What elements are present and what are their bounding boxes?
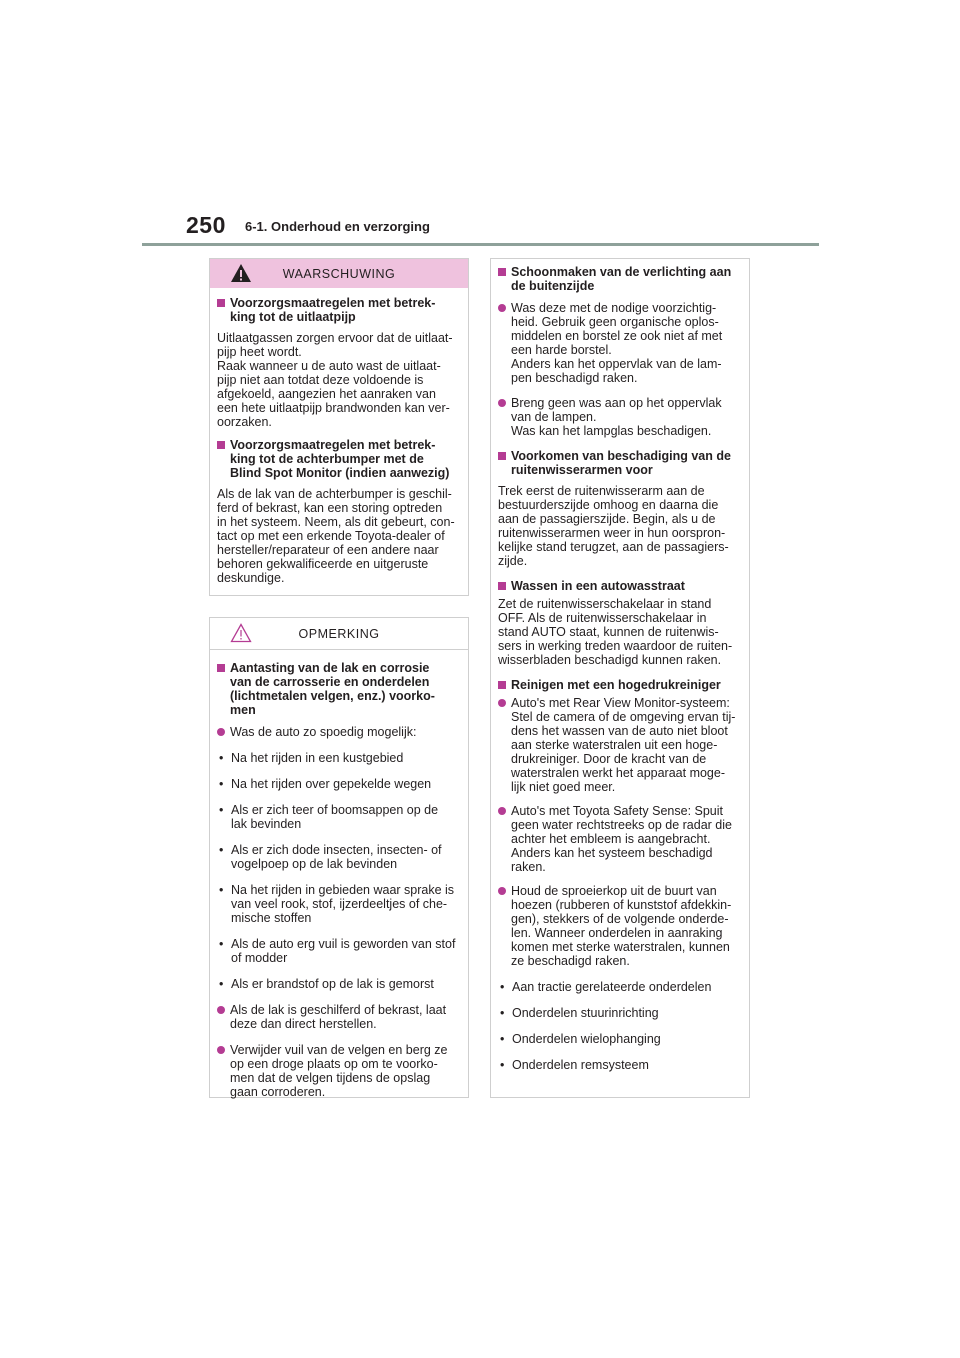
- circle-bullet-icon: [498, 699, 506, 707]
- item-text: Na het rijden in een kustgebied: [231, 751, 404, 765]
- circle-bullet-icon: [498, 887, 506, 895]
- item-text: Onderdelen stuurinrichting: [512, 1006, 659, 1020]
- circle-bullet-icon: [498, 304, 506, 312]
- item-text: Auto's met Toyota Safety Sense: Spuit geen water rechtstreeks op de radar die achter het embleem is aangebracht. Anders kan het systeem beschadigd raken.: [511, 804, 732, 874]
- circle-bullet-icon: [498, 399, 506, 407]
- item-text: Na het rijden over gepekelde wegen: [231, 777, 432, 791]
- note-circle-item: [217, 1003, 461, 1031]
- item-text: Als er zich teer of boomsappen op de lak bevinden: [231, 803, 439, 831]
- item-text: Breng geen was aan op het oppervlak van de lampen. Was kan het lampglas beschadigen.: [511, 396, 722, 438]
- heading-text: Voorzorgsmaatregelen met betrek- king tot de achterbumper met de Blind Spot Monitor (indien aanwezig): [230, 438, 450, 480]
- heading-text: Voorzorgsmaatregelen met betrek- king tot de uitlaatpijp: [230, 296, 436, 324]
- item-text: Als de lak is geschilferd of bekrast, laat deze dan direct herstellen.: [230, 1003, 447, 1031]
- note-circle-item: [217, 1043, 461, 1099]
- item-text: Als er brandstof op de lak is gemorst: [231, 977, 434, 991]
- list-item: [217, 843, 461, 871]
- bullet-dot-icon: •: [219, 803, 224, 817]
- item-text: Onderdelen remsysteem: [512, 1058, 649, 1072]
- note-circle-item: [217, 725, 461, 739]
- item-text: Als de auto erg vuil is geworden van stof of modder: [231, 937, 456, 965]
- item-text: Was deze met de nodige voorzichtig- heid. Gebruik geen organische oplos- middelen en borstel ze ook niet af met een harde borstel. Anders kan het oppervlak van de lam- pen beschadigd raken.: [511, 301, 723, 385]
- item-text: Aan tractie gerelateerde onderdelen: [512, 980, 712, 994]
- heading-text: Reinigen met een hogedrukreiniger: [511, 678, 721, 692]
- warning-box: [209, 258, 469, 596]
- square-bullet-icon: [498, 452, 506, 460]
- item-text: Was de auto zo spoedig mogelijk:: [230, 725, 417, 739]
- caution-triangle-icon: [230, 623, 252, 643]
- square-bullet-icon: [498, 268, 506, 276]
- bullet-dot-icon: •: [219, 937, 224, 951]
- note-heading-paint: [217, 661, 461, 717]
- page-number: 250: [186, 212, 226, 238]
- note-header: [210, 618, 468, 650]
- list-item: [217, 751, 461, 765]
- square-bullet-icon: [217, 299, 225, 307]
- circle-bullet-icon: [217, 1006, 225, 1014]
- square-bullet-icon: [498, 582, 506, 590]
- bullet-dot-icon: •: [500, 1032, 505, 1046]
- warning-text-exhaust: Uitlaatgassen zorgen ervoor dat de uitlaat- pijp heet wordt. Raak wanneer u de auto wast de uitlaat- pijp niet aan totdat deze voldoende is afgekoeld, aangezien het aanraken van een hete uitlaatpijp brandwonden kan ver- oorzaken.: [217, 331, 453, 429]
- bullet-dot-icon: •: [219, 843, 224, 857]
- list-item: [498, 980, 742, 994]
- bullet-dot-icon: •: [500, 1006, 505, 1020]
- header-rule: [142, 243, 819, 246]
- bullet-dot-icon: •: [219, 777, 224, 791]
- note-title: OPMERKING: [298, 626, 380, 641]
- circle-item: [498, 396, 742, 438]
- circle-item: [498, 884, 742, 968]
- heading-lights: [498, 265, 742, 293]
- circle-bullet-icon: [217, 728, 225, 736]
- heading-text: Aantasting van de lak en corrosie van de carrosserie en onderdelen (lichtmetalen velgen, enz.) voorko- men: [230, 661, 435, 717]
- heading-text: Voorkomen van beschadiging van de ruitenwisserarmen voor: [511, 449, 731, 477]
- warning-triangle-icon: [230, 263, 252, 283]
- circle-item: [498, 804, 742, 874]
- list-item: [498, 1032, 742, 1046]
- heading-wipers: [498, 449, 742, 477]
- note-box: [209, 617, 469, 1098]
- list-item: [498, 1006, 742, 1020]
- carwash-text: Zet de ruitenwisserschakelaar in stand OFF. Als de ruitenwisserschakelaar in stand AUTO staat, kunnen de ruitenwis- sers in werking treden waardoor de ruiten- wisserbladen beschadigd kunnen raken.: [498, 597, 733, 667]
- list-item: [217, 883, 461, 925]
- bullet-dot-icon: •: [500, 980, 505, 994]
- bullet-dot-icon: •: [219, 751, 224, 765]
- item-text: Als er zich dode insecten, insecten- of vogelpoep op de lak bevinden: [231, 843, 442, 871]
- list-item: [217, 803, 461, 831]
- circle-item: [498, 301, 742, 385]
- list-item: [498, 1058, 742, 1072]
- warning-heading-bumper: [217, 438, 461, 480]
- heading-text: Schoonmaken van de verlichting aan de buitenzijde: [511, 265, 732, 293]
- square-bullet-icon: [498, 681, 506, 689]
- circle-item: [498, 696, 742, 794]
- warning-header: [210, 259, 468, 288]
- bullet-dot-icon: •: [219, 977, 224, 991]
- section-title: 6-1. Onderhoud en verzorging: [245, 219, 430, 234]
- warning-heading-exhaust: [217, 296, 461, 324]
- item-text: Auto's met Rear View Monitor-systeem: Stel de camera of de omgeving ervan tij- dens het wassen van de auto niet bloot aan sterke waterstralen uit een hoge- drukreiniger. Door de kracht van de waterstralen werkt het apparaat moge- lijk niet goed meer.: [511, 696, 736, 794]
- wipers-text: Trek eerst de ruitenwisserarm aan de bestuurderszijde omhoog en daarna die aan de passagierszijde. Begin, als u de ruitenwisserarmen weer in hun oorspron- kelijke stand terugzet, aan de passagiers- zijde.: [498, 484, 729, 568]
- list-item: [217, 977, 461, 991]
- circle-bullet-icon: [498, 807, 506, 815]
- item-text: Onderdelen wielophanging: [512, 1032, 661, 1046]
- bullet-dot-icon: •: [500, 1058, 505, 1072]
- heading-carwash: [498, 579, 742, 593]
- warning-title: WAARSCHUWING: [282, 266, 396, 281]
- item-text: Verwijder vuil van de velgen en berg ze op een droge plaats op om te voorko- men dat de velgen tijdens de opslag gaan corroderen.: [230, 1043, 448, 1099]
- warning-text-bumper: Als de lak van de achterbumper is geschil- ferd of bekrast, kan een storing optreden in het systeem. Neem, als dit gebeurt, con- tact op met een erkende Toyota-dealer of hersteller/reparateur of een andere naar behoren gekwalificeerde en uitgeruste deskundige.: [217, 487, 455, 585]
- item-text: Houd de sproeierkop uit de buurt van hoezen (rubberen of kunststof afdekkin- gen), stekkers of de volgende onderde- len. Wanneer onderdelen in aanraking komen met sterke waterstralen, kunnen ze beschadigd raken.: [511, 884, 732, 968]
- item-text: Na het rijden in gebieden waar sprake is van veel rook, stof, ijzerdeeltjes of che- mische stoffen: [231, 883, 455, 925]
- list-item: [217, 937, 461, 965]
- list-item: [217, 777, 461, 791]
- heading-text: Wassen in een autowasstraat: [511, 579, 685, 593]
- right-info-box: [490, 258, 750, 1098]
- square-bullet-icon: [217, 441, 225, 449]
- bullet-dot-icon: •: [219, 883, 224, 897]
- circle-bullet-icon: [217, 1046, 225, 1054]
- square-bullet-icon: [217, 664, 225, 672]
- heading-pressure-washer: [498, 678, 742, 692]
